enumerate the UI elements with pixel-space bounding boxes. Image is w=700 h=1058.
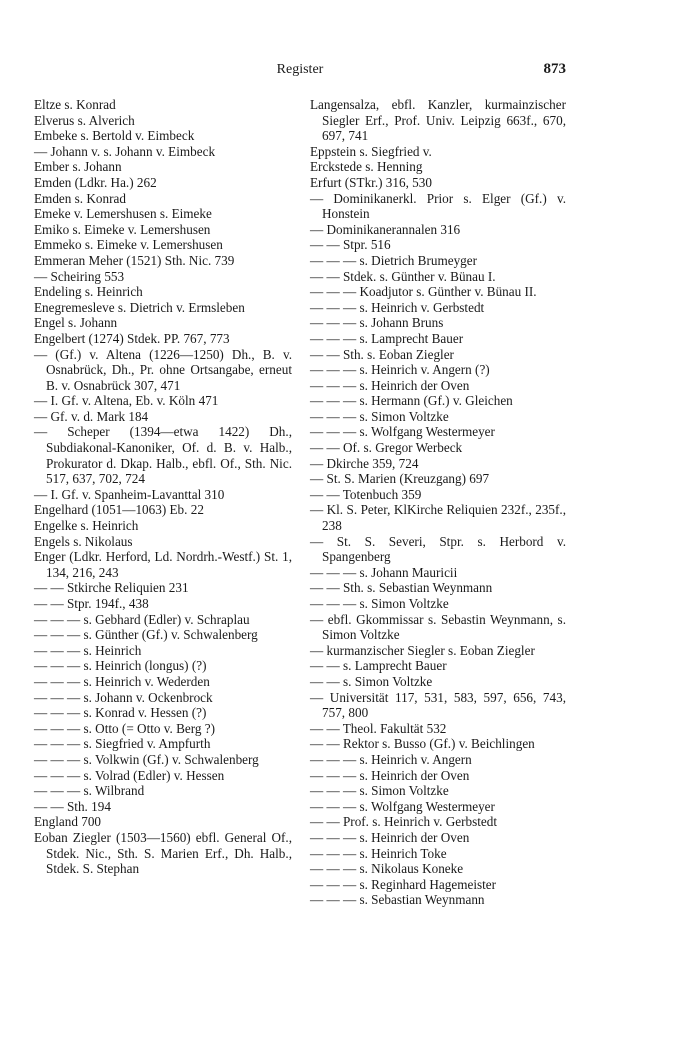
- index-entry: — — — s. Sebastian Weynmann: [310, 892, 485, 908]
- index-entry: Erckstede s. Henning: [310, 159, 423, 175]
- index-entry: Embeke s. Bertold v. Eimbeck: [34, 128, 195, 144]
- index-entry: — I. Gf. v. Spanheim-Lavanttal 310: [34, 486, 225, 502]
- index-entry: Elverus s. Alverich: [34, 112, 135, 128]
- index-entry: — — — s. Wilbrand: [34, 783, 145, 799]
- index-entry: Emden s. Konrad: [34, 190, 126, 206]
- index-entry: — — — s. Otto (= Otto v. Berg ?): [34, 720, 216, 736]
- index-entry: — Scheper (1394—etwa 1422) Dh., Subdiakonal-Kanoniker, Of. d. B. v. Halb., Prokurator d. Dkap. Halb., ebfl. Of., Sth. Nic. 517, 637, 702, 724: [34, 424, 292, 487]
- index-entry: — — — s. Günther (Gf.) v. Schwalenberg: [34, 627, 258, 643]
- index-entry: — — — s. Simon Voltzke: [310, 408, 449, 424]
- index-entry: — — Of. s. Gregor Werbeck: [310, 440, 463, 456]
- index-entry: England 700: [34, 814, 102, 830]
- index-entry: — — Totenbuch 359: [310, 486, 422, 502]
- index-entry: — — — s. Heinrich v. Angern (?): [310, 362, 490, 378]
- index-entry: — St. S. Severi, Stpr. s. Herbord v. Spangenberg: [310, 533, 566, 565]
- page-header: [34, 62, 566, 82]
- index-entry: Engelhard (1051—1063) Eb. 22: [34, 502, 204, 518]
- index-entry: — — — s. Heinrich v. Angern: [310, 751, 472, 767]
- index-entry: Ember s. Johann: [34, 159, 122, 175]
- index-entry: — — Stpr. 194f., 438: [34, 596, 149, 611]
- index-entry: — Dominikanerannalen 316: [310, 221, 461, 237]
- index-entry: — — Stdek. s. Günther v. Bünau I.: [310, 268, 496, 284]
- index-entry: — — — s. Nikolaus Koneke: [310, 861, 464, 877]
- index-entry: Emeke v. Lemershusen s. Eimeke: [34, 206, 212, 222]
- index-entry: — Johann v. s. Johann v. Eimbeck: [34, 143, 216, 159]
- index-entry: — — — s. Johann v. Ockenbrock: [34, 689, 213, 705]
- index-column-right: [310, 97, 566, 908]
- index-entry: — I. Gf. v. Altena, Eb. v. Köln 471: [34, 393, 219, 409]
- index-entry: — Scheiring 553: [34, 268, 125, 284]
- index-entry: — — — s. Wolfgang Westermeyer: [310, 424, 495, 440]
- index-entry: — ebfl. Gkommissar s. Sebastin Weynmann, s. Simon Voltzke: [310, 611, 566, 643]
- index-entry: Emden (Ldkr. Ha.) 262: [34, 174, 157, 190]
- index-entry: — — — s. Johann Bruns: [310, 315, 444, 331]
- index-entry: Langensalza, ebfl. Kanzler, kurmainzischer Siegler Erf., Prof. Univ. Leipzig 663f., 670, 697, 741: [310, 97, 566, 144]
- index-entry: — — — s. Reginhard Hagemeister: [310, 876, 497, 892]
- index-entry: Emiko s. Eimeke v. Lemershusen: [34, 221, 211, 237]
- index-entry: — — — s. Heinrich v. Wederden: [34, 673, 210, 689]
- index-entry: — — — s. Simon Voltzke: [310, 783, 449, 799]
- index-entry: — — Theol. Fakultät 532: [310, 720, 447, 736]
- index-entry: — — Sth. s. Eoban Ziegler: [310, 346, 454, 362]
- index-entry: — — — s. Gebhard (Edler) v. Schraplau: [34, 611, 250, 627]
- index-entry: — — — s. Simon Voltzke: [310, 596, 449, 611]
- index-entry: — — — s. Heinrich der Oven: [310, 377, 470, 393]
- index-entry: — — — s. Heinrich: [34, 642, 142, 658]
- index-entry: Enegremesleve s. Dietrich v. Ermsleben: [34, 299, 245, 315]
- index-entry: — — Sth. s. Sebastian Weynmann: [310, 580, 493, 596]
- index-entry: — — — s. Konrad v. Hessen (?): [34, 705, 207, 721]
- index-entry: Engels s. Nikolaus: [34, 533, 133, 549]
- index-entry: Erfurt (STkr.) 316, 530: [310, 174, 432, 190]
- index-entry: — — Rektor s. Busso (Gf.) v. Beichlingen: [310, 736, 535, 752]
- index-entry: — — — s. Dietrich Brumeyger: [310, 252, 478, 268]
- index-entry: — — s. Simon Voltzke: [310, 673, 433, 689]
- index-entry: Enger (Ldkr. Herford, Ld. Nordrh.-Westf.) St. 1, 134, 216, 243: [34, 549, 292, 580]
- index-entry: — — — s. Heinrich der Oven: [310, 767, 470, 783]
- index-entry: — kurmanzischer Siegler s. Eoban Ziegler: [310, 642, 535, 658]
- index-entry: — — — s. Johann Mauricii: [310, 564, 458, 580]
- index-entry: — — — s. Volrad (Edler) v. Hessen: [34, 767, 225, 783]
- index-entry: — — — s. Volkwin (Gf.) v. Schwalenberg: [34, 751, 259, 767]
- index-entry: Emmeran Meher (1521) Sth. Nic. 739: [34, 252, 235, 268]
- index-entry: — Dkirche 359, 724: [310, 455, 419, 471]
- index-entry: Engel s. Johann: [34, 315, 118, 331]
- index-entry: Endeling s. Heinrich: [34, 284, 143, 300]
- index-entry: Emmeko s. Eimeke v. Lemershusen: [34, 237, 223, 253]
- index-entry: — — — s. Wolfgang Westermeyer: [310, 798, 495, 814]
- index-entry: Eoban Ziegler (1503—1560) ebfl. General Of., Stdek. Nic., Sth. S. Marien Erf., Dh. Halb., Stdek. S. Stephan: [34, 829, 292, 877]
- index-entry: — — — s. Heinrich v. Gerbstedt: [310, 299, 485, 315]
- index-entry: — Gf. v. d. Mark 184: [34, 408, 149, 424]
- index-entry: — — Prof. s. Heinrich v. Gerbstedt: [310, 814, 498, 830]
- index-entry: — — — s. Heinrich (longus) (?): [34, 658, 207, 674]
- index-entry: — Dominikanerkl. Prior s. Elger (Gf.) v. Honstein: [310, 190, 566, 222]
- index-entry: — — — s. Hermann (Gf.) v. Gleichen: [310, 393, 513, 409]
- index-entry: — — Stkirche Reliquien 231: [34, 580, 189, 596]
- index-entry: — — — Koadjutor s. Günther v. Bünau II.: [310, 284, 537, 300]
- index-entry: — St. S. Marien (Kreuzgang) 697: [310, 471, 490, 487]
- index-entry: Eppstein s. Siegfried v.: [310, 143, 432, 159]
- index-column-left: [34, 97, 292, 877]
- page-number: 873: [543, 61, 566, 77]
- index-entry: — Kl. S. Peter, KlKirche Reliquien 232f., 235f., 238: [310, 502, 566, 534]
- index-entry: — — — s. Heinrich Toke: [310, 845, 447, 861]
- index-entry: — — — s. Lamprecht Bauer: [310, 330, 464, 346]
- index-entry: — — Stpr. 516: [310, 237, 391, 253]
- index-entry: — — s. Lamprecht Bauer: [310, 658, 447, 674]
- index-entry: — Universität 117, 531, 583, 597, 656, 743, 757, 800: [310, 689, 566, 721]
- index-entry: — — — s. Heinrich der Oven: [310, 829, 470, 845]
- running-title: Register: [276, 62, 324, 77]
- index-entry: Eltze s. Konrad: [34, 97, 116, 112]
- index-entry: — — Sth. 194: [34, 798, 111, 814]
- index-entry: Engelbert (1274) Stdek. PP. 767, 773: [34, 330, 230, 346]
- index-entry: — (Gf.) v. Altena (1226—1250) Dh., B. v. Osnabrück, Dh., Pr. ohne Ortsangabe, erneut B. v. Osnabrück 307, 471: [34, 346, 292, 393]
- index-entry: — — — s. Siegfried v. Ampfurth: [34, 736, 211, 752]
- index-entry: Engelke s. Heinrich: [34, 518, 139, 534]
